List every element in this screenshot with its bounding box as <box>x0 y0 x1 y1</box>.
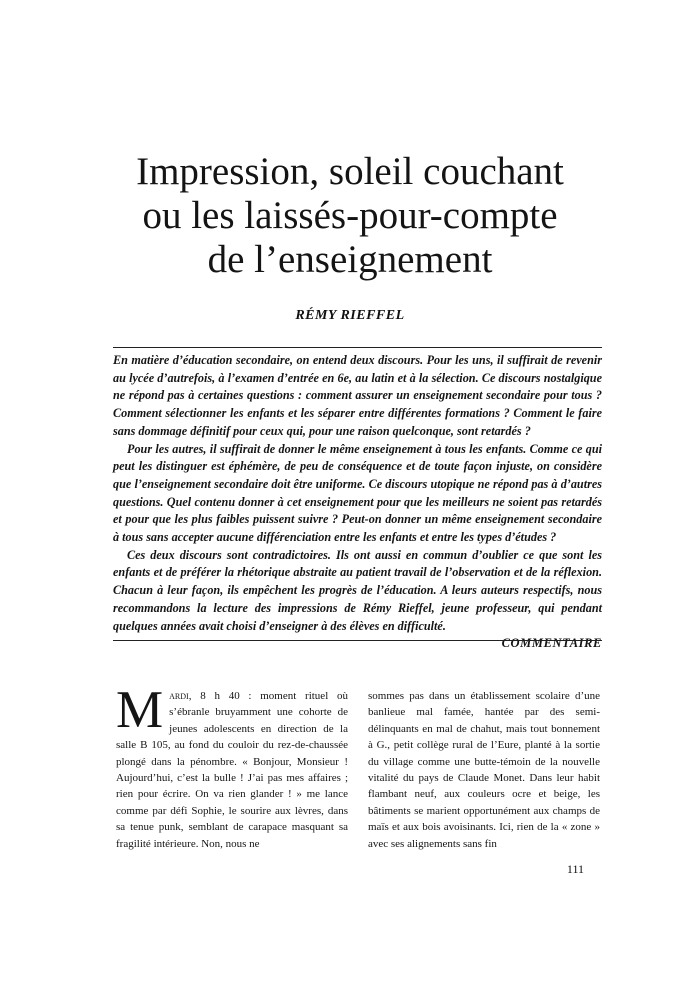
page-number: 111 <box>566 862 584 876</box>
title-line-2: ou les laissés-pour-compte <box>142 194 558 237</box>
abstract-paragraph-3: Ces deux discours sont contradictoires. Ils ont aussi en commun d’oublier ce que sont les enfants et de préférer la rhétorique abstraite au patient travail de l’observation et de la réflexion. Chacun à leur façon, ils empêchent les progrès de l’éducation. A leurs auteurs respectifs, nous recommandons la lecture des impressions de Rémy Rieffel, jeune professeur, qui pendant quelques années avait choisi d’enseigner à des élèves en difficulté. <box>113 547 602 633</box>
top-rule <box>113 347 602 348</box>
left-column-text: , 8 h 40 : moment rituel où s’ébranle bruyamment une cohorte de jeunes adolescents en direction de la salle B 105, au fond du couloir du rez-de-chaussée plongé dans la pénombre. « Bonjour, Monsieur ! Aujourd’hui, c’est la bulle ! J’ai pas mes affaires ; rien pour écrire. On va rien glander ! » me lance comme par défi Sophie, le sourire aux lèvres, dans sa tenue punk, semblant de carapace masquant sa fragilité intérieure. Non, nous ne <box>116 690 348 850</box>
body-column-left <box>116 681 348 852</box>
body-column-right <box>368 688 600 852</box>
author-name: RÉMY RIEFFEL <box>295 308 405 323</box>
abstract-signature: COMMENTAIRE <box>501 636 602 651</box>
title-line-3: de l’enseignement <box>207 238 493 281</box>
abstract-paragraph-1: En matière d’éducation secondaire, on entend deux discours. Pour les uns, il suffirait de revenir au lycée d’autrefois, à l’examen d’entrée en 6e, au latin et à la sélection. Ce discours nostalgique ne répond pas à certaines questions : comment assurer un enseignement secondaire pour tous ? Comment sélectionner les enfants et les séparer entre différentes formations ? Comment le faire sans dommage définitif pour ceux qui, pour une raison quelconque, sont retardés ? <box>113 353 602 438</box>
article-title <box>60 150 640 282</box>
drop-cap: M <box>116 681 164 739</box>
title-line-1: Impression, soleil couchant <box>136 150 564 193</box>
first-word-rest: ardi <box>169 690 189 702</box>
abstract <box>113 352 602 653</box>
bottom-rule <box>113 640 602 641</box>
abstract-paragraph-2: Pour les autres, il suffirait de donner le même enseignement à tous les enfants. Comme ce qui peut les distinguer est éphémère, de peu de conséquence et de toute façon injuste, on considère que l’enseignement secondaire doit être uniforme. Ce discours utopique ne répond pas à d’autres questions. Quel contenu donner à cet enseignement pour que les meilleurs ne soient pas retardés et pour que les plus faibles puissent suivre ? Peut-on donner un même enseignement secondaire à tous sans accepter aucune différenciation entre les enfants et entre les types d’études ? <box>113 441 602 545</box>
right-column-text: sommes pas dans un établissement scolaire d’une banlieue mal famée, hantée par des semi-délinquants en mal de chahut, mais tout bonnement à G., petit collège rural de l’Eure, planté à la sortie du village comme une butte-témoin de la nouvelle vitalité du pays de Claude Monet. Dans leur habit flambant neuf, aux couleurs ocre et beige, les bâtiments se marient opportunément aux champs de maïs et aux bois avoisinants. Ici, rien de la « zone » avec ses alignements sans fin <box>368 690 600 850</box>
